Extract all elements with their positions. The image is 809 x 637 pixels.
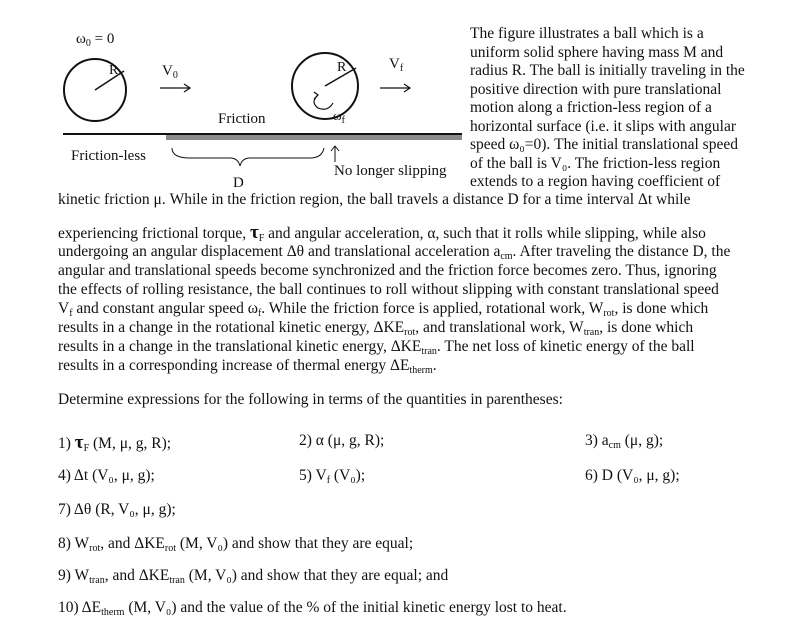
intro-line: horizontal surface (i.e. it slips with angular <box>470 117 737 135</box>
full-width-line: kinetic friction μ. While in the friction region, the ball travels a distance D for a time interval Δt while <box>58 191 691 208</box>
radius-left-label: R <box>109 63 119 78</box>
paragraph-line: $V_f$ and constant angular speed $\omega_f$. While the friction force is applied, rotational work, $W_{rot}$, is done which <box>58 300 709 319</box>
v0-label: $V_0$ <box>162 63 178 81</box>
question-1: 1) $\tau_F$ (M, μ, g, R); <box>58 432 172 454</box>
question-5: 5) $V_f$ (V₀); <box>299 467 366 486</box>
paragraph-line: experiencing frictional torque, $\tau_F$ and angular acceleration, α, such that it rolls while slipping, while also <box>58 222 706 244</box>
angular-arrow <box>314 95 333 109</box>
question-8: 8) $W_{rot}$, and $\Delta KE_{rot}$ (M, V₀) and show that they are equal; <box>58 535 414 554</box>
paragraph-line: results in a change in the translational kinetic energy, $\Delta KE_{tran}$. The net loss of kinetic energy of the ball <box>58 338 695 357</box>
question-9: 9) $W_{tran}$, and $\Delta KE_{tran}$ (M, V₀) and show that they are equal; and <box>58 567 449 586</box>
intro-line: motion along a friction-less region of a <box>470 99 712 116</box>
intro-line: The figure illustrates a ball which is a <box>470 25 704 42</box>
paragraph-line: undergoing an angular displacement Δθ and translational acceleration $a_{cm}$. After traveling the distance D, the <box>58 243 731 262</box>
question-2: 2) α (μ, g, R); <box>299 432 385 449</box>
omegaf-label: $\omega_f$ <box>333 108 345 126</box>
friction-label: Friction <box>218 111 266 127</box>
friction-region <box>166 135 462 140</box>
question-7: 7) Δθ (R, V₀, μ, g); <box>58 501 176 518</box>
paragraph-line: angular and translational speeds become synchronized and the friction force becomes zero. Thus, ignoring <box>58 262 717 279</box>
distance-label: D <box>233 175 244 191</box>
radius-right-label: R <box>337 60 347 75</box>
paragraph-line: results in a change in the rotational kinetic energy, $\Delta KE_{rot}$, and translational work, $W_{tran}$, is done which <box>58 319 694 338</box>
intro-line: of the ball is V₀. The friction-less region <box>470 154 721 172</box>
paragraph-line: the effects of rolling resistance, the ball continues to roll without slipping with constant translational speed <box>58 281 719 298</box>
intro-line: radius R. The ball is initially traveling in the <box>470 62 745 79</box>
intro-line: speed ω₀=0). The initial translational speed <box>470 136 738 153</box>
distance-brace <box>172 148 324 166</box>
vf-label: $V_f$ <box>389 56 404 74</box>
question-4: 4) Δt (V₀, μ, g); <box>58 467 155 484</box>
frictionless-label: Friction-less <box>71 148 146 164</box>
prompt-text: Determine expressions for the following in terms of the quantities in parentheses: <box>58 391 563 408</box>
intro-line: uniform solid sphere having mass M and <box>470 43 724 61</box>
paragraph-line: results in a corresponding increase of thermal energy $\Delta E_{therm}$. <box>58 357 437 376</box>
intro-line: extends to a region having coefficient of <box>470 173 721 190</box>
no-longer-slipping-label: No longer slipping <box>334 163 447 179</box>
omega0-label: $\omega_0 = 0$ <box>76 31 115 49</box>
intro-line: positive direction with pure translational <box>470 80 722 98</box>
question-6: 6) D (V₀, μ, g); <box>585 467 680 484</box>
question-3: 3) $a_{cm}$ (μ, g); <box>585 432 664 451</box>
question-10: 10) $\Delta E_{therm}$ (M, V₀) and the value of the % of the initial kinetic energy lost to heat. <box>58 599 567 618</box>
